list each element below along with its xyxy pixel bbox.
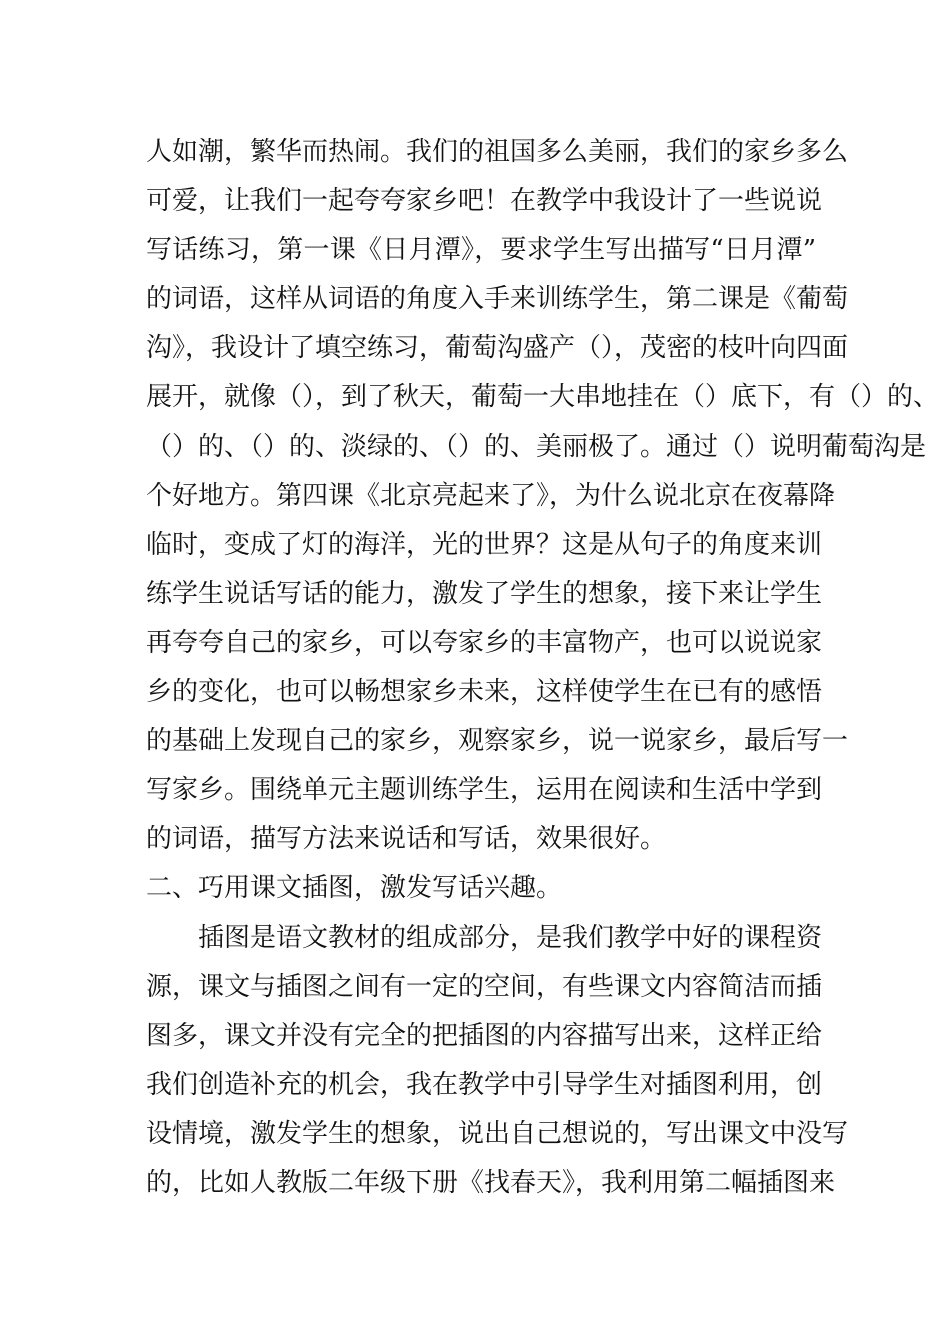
text-line: 写话练习，第一课《日月潭》，要求学生写出描写“日月潭” xyxy=(146,235,816,266)
section-heading: 二、巧用课文插图，激发写话兴趣。 xyxy=(146,873,563,904)
text-line: 我们创造补充的机会，我在教学中引导学生对插图利用，创 xyxy=(146,1069,823,1100)
text-line: 沟》，我设计了填空练习，葡萄沟盛产（），茂密的枝叶向四面 xyxy=(146,333,849,364)
text-line: 人如潮，繁华而热闹。我们的祖国多么美丽，我们的家乡多么 xyxy=(146,137,849,167)
paragraph-first-line: 插图是语文教材的组成部分，是我们教学中好的课程资 xyxy=(198,922,823,953)
text-line: （）的、（）的、淡绿的、（）的、美丽极了。通过（）说明葡萄沟是 xyxy=(146,431,927,462)
text-line: 设情境，激发学生的想象，说出自己想说的，写出课文中没写 xyxy=(146,1118,849,1149)
text-line: 展开，就像（），到了秋天，葡萄一大串地挂在（）底下，有（）的、 xyxy=(146,382,940,413)
text-line: 练学生说话写话的能力，激发了学生的想象，接下来让学生 xyxy=(146,578,823,609)
text-line: 乡的变化，也可以畅想家乡未来，这样使学生在已有的感悟 xyxy=(146,677,823,708)
text-line: 的基础上发现自己的家乡，观察家乡，说一说家乡，最后写一 xyxy=(146,726,849,757)
text-line: 图多，课文并没有完全的把插图的内容描写出来，这样正给 xyxy=(146,1020,823,1051)
text-line: 个好地方。第四课《北京亮起来了》，为什么说北京在夜幕降 xyxy=(146,480,836,511)
text-line: 临时，变成了灯的海洋，光的世界？这是从句子的角度来训 xyxy=(146,529,823,560)
body-text xyxy=(146,128,940,1208)
text-line: 的，比如人教版二年级下册《找春天》，我利用第二幅插图来 xyxy=(146,1167,836,1198)
text-line: 源，课文与插图之间有一定的空间，有些课文内容简洁而插 xyxy=(146,971,823,1002)
text-line: 写家乡。围绕单元主题训练学生，运用在阅读和生活中学到 xyxy=(146,775,823,806)
text-line: 可爱，让我们一起夸夸家乡吧！在教学中我设计了一些说说 xyxy=(146,186,823,217)
text-line: 的词语，描写方法来说话和写话，效果很好。 xyxy=(146,824,667,855)
text-line: 的词语，这样从词语的角度入手来训练学生，第二课是《葡萄 xyxy=(146,284,849,315)
text-line: 再夸夸自己的家乡，可以夸家乡的丰富物产，也可以说说家 xyxy=(146,627,823,658)
